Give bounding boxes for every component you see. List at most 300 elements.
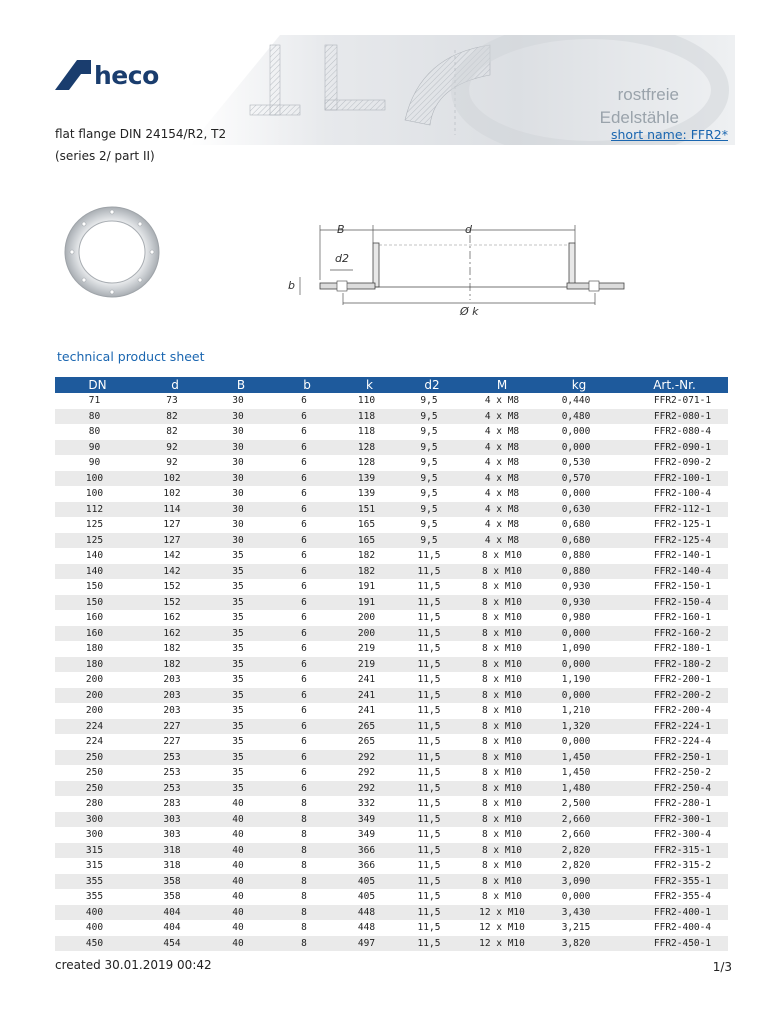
- cell-B: 35: [232, 705, 244, 717]
- cell-M: 4 x M8: [484, 488, 520, 500]
- cell-k: 405: [357, 891, 376, 903]
- cell-d: 162: [140, 626, 210, 642]
- cell-M: 8 x M10: [481, 860, 523, 872]
- cell-kg: 0,000: [537, 688, 621, 704]
- cell-art-nr: FFR2-200-4: [653, 705, 712, 717]
- cell-b: 6: [301, 550, 307, 562]
- cell-art-nr: FFR2-355-1: [621, 874, 728, 890]
- cell-kg: 2,820: [537, 843, 621, 859]
- cell-d2: 11,5: [397, 874, 467, 890]
- table-row: [55, 843, 728, 859]
- cell-B: 35: [210, 688, 272, 704]
- table-row: [55, 393, 728, 409]
- cell-d: 152: [163, 581, 181, 593]
- cell-B: 30: [210, 502, 272, 518]
- cell-kg: 0,000: [537, 657, 621, 673]
- cell-kg: 1,450: [561, 767, 591, 779]
- cell-M: 8 x M10: [481, 705, 523, 717]
- cell-M: 8 x M10: [467, 874, 537, 890]
- cell-d: 283: [163, 798, 181, 810]
- cell-art-nr: FFR2-250-1: [621, 750, 728, 766]
- table-row: [55, 827, 728, 843]
- cell-art-nr: FFR2-125-4: [621, 533, 728, 549]
- cell-art-nr: FFR2-090-1: [621, 440, 728, 456]
- table-row: [55, 486, 728, 502]
- cell-d2: 11,5: [417, 922, 441, 934]
- cell-dn: 90: [88, 457, 101, 469]
- cell-d: 152: [140, 595, 210, 611]
- table-body: [55, 393, 728, 951]
- cell-B: 30: [210, 409, 272, 425]
- cell-k: 265: [342, 719, 397, 735]
- cell-B: 40: [232, 860, 244, 872]
- cell-d: 102: [163, 488, 181, 500]
- cell-B: 35: [210, 595, 272, 611]
- cell-d: 318: [163, 860, 181, 872]
- cell-k: 165: [342, 533, 397, 549]
- cell-art-nr: FFR2-400-4: [653, 922, 712, 934]
- cell-k: 241: [357, 705, 376, 717]
- cell-dn: 250: [55, 750, 140, 766]
- cell-d: 358: [140, 874, 210, 890]
- cell-b: 8: [301, 860, 307, 872]
- cell-k: 292: [342, 781, 397, 797]
- cell-art-nr: FFR2-280-1: [653, 798, 712, 810]
- cell-dn: 100: [85, 488, 104, 500]
- cell-d2: 11,5: [417, 860, 441, 872]
- cell-M: 8 x M10: [481, 736, 523, 748]
- cell-d2: 9,5: [420, 457, 438, 469]
- cell-B: 35: [232, 643, 244, 655]
- cell-art-nr: FFR2-100-1: [621, 471, 728, 487]
- cell-dn: 400: [85, 922, 104, 934]
- cell-art-nr: FFR2-355-4: [653, 891, 712, 903]
- cell-kg: 1,210: [561, 705, 591, 717]
- cell-B: 40: [210, 812, 272, 828]
- cell-dn: 250: [55, 781, 140, 797]
- cell-d2: 9,5: [420, 426, 438, 438]
- cell-B: 30: [232, 519, 244, 531]
- cell-k: 110: [357, 395, 376, 407]
- cell-B: 35: [232, 612, 244, 624]
- cell-art-nr: FFR2-100-4: [653, 488, 712, 500]
- cell-dn: 100: [55, 471, 140, 487]
- cell-B: 40: [210, 843, 272, 859]
- cell-art-nr: FFR2-250-2: [653, 767, 712, 779]
- cell-art-nr: FFR2-160-1: [653, 612, 712, 624]
- table-row: [55, 409, 728, 425]
- flange-product-image: [60, 205, 170, 300]
- cell-M: 8 x M10: [481, 550, 523, 562]
- cell-d: 82: [166, 426, 178, 438]
- cell-d2: 11,5: [417, 829, 441, 841]
- cell-b: 6: [301, 643, 307, 655]
- cell-B: 35: [232, 550, 244, 562]
- cell-b: 6: [272, 626, 342, 642]
- cell-d2: 11,5: [397, 595, 467, 611]
- label-B: B: [337, 223, 345, 236]
- cell-d2: 11,5: [397, 936, 467, 952]
- col-header-d2: d2: [397, 377, 467, 393]
- heco-logo: [55, 58, 159, 92]
- cell-B: 35: [232, 767, 244, 779]
- cell-art-nr: FFR2-315-2: [653, 860, 712, 872]
- cell-b: 6: [272, 781, 342, 797]
- cell-art-nr: FFR2-200-2: [621, 688, 728, 704]
- cell-B: 30: [232, 395, 244, 407]
- table-header-row: [55, 377, 728, 393]
- cell-k: 405: [342, 874, 397, 890]
- cell-B: 35: [232, 581, 244, 593]
- cell-kg: 0,000: [561, 891, 591, 903]
- cell-M: 8 x M10: [467, 688, 537, 704]
- table-row: [55, 610, 728, 626]
- cell-b: 6: [301, 395, 307, 407]
- cell-k: 349: [357, 829, 376, 841]
- cell-b: 6: [301, 457, 307, 469]
- cell-art-nr: FFR2-140-1: [653, 550, 712, 562]
- table-row: [55, 579, 728, 595]
- cell-k: 182: [342, 564, 397, 580]
- cell-kg: 0,930: [561, 581, 591, 593]
- cell-k: 349: [342, 812, 397, 828]
- table-row: [55, 626, 728, 642]
- table-row: [55, 936, 728, 952]
- cell-k: 448: [342, 905, 397, 921]
- table-row: [55, 920, 728, 936]
- cell-M: 4 x M8: [467, 409, 537, 425]
- cell-dn: 112: [55, 502, 140, 518]
- cell-d2: 11,5: [417, 643, 441, 655]
- cell-M: 8 x M10: [481, 643, 523, 655]
- table-row: [55, 765, 728, 781]
- cell-dn: 180: [55, 657, 140, 673]
- cell-B: 35: [210, 564, 272, 580]
- cell-B: 40: [210, 936, 272, 952]
- cell-kg: 0,680: [561, 519, 591, 531]
- cell-M: 8 x M10: [467, 781, 537, 797]
- col-header-art-nr: Art.-Nr.: [621, 377, 728, 393]
- table-row: [55, 424, 728, 440]
- cell-M: 8 x M10: [481, 829, 523, 841]
- cell-dn: 224: [85, 736, 104, 748]
- cell-d2: 11,5: [417, 767, 441, 779]
- cell-d: 102: [140, 471, 210, 487]
- cell-d2: 11,5: [397, 812, 467, 828]
- cell-art-nr: FFR2-315-1: [621, 843, 728, 859]
- cell-B: 40: [210, 905, 272, 921]
- cell-b: 8: [272, 874, 342, 890]
- cell-k: 241: [357, 674, 376, 686]
- table-row: [55, 548, 728, 564]
- cell-k: 191: [357, 581, 376, 593]
- table-row: [55, 641, 728, 657]
- cell-kg: 0,880: [537, 564, 621, 580]
- cell-B: 35: [210, 626, 272, 642]
- cell-dn: 125: [55, 533, 140, 549]
- cell-M: 4 x M8: [484, 395, 520, 407]
- cell-d2: 11,5: [397, 719, 467, 735]
- cell-d2: 11,5: [417, 736, 441, 748]
- cell-d2: 11,5: [417, 612, 441, 624]
- cell-d: 404: [163, 922, 181, 934]
- cell-b: 6: [272, 719, 342, 735]
- cell-art-nr: FFR2-180-1: [653, 643, 712, 655]
- label-d: d: [465, 223, 472, 236]
- cell-dn: 200: [55, 688, 140, 704]
- cell-d2: 9,5: [397, 533, 467, 549]
- cell-b: 6: [272, 750, 342, 766]
- cell-d2: 9,5: [420, 488, 438, 500]
- cell-dn: 150: [85, 581, 104, 593]
- cell-kg: 1,090: [561, 643, 591, 655]
- cell-b: 6: [301, 674, 307, 686]
- cell-B: 35: [232, 736, 244, 748]
- cell-kg: 1,480: [537, 781, 621, 797]
- cell-k: 139: [357, 488, 376, 500]
- cell-d2: 11,5: [417, 891, 441, 903]
- cell-dn: 250: [85, 767, 104, 779]
- cell-B: 35: [210, 750, 272, 766]
- cell-d: 92: [140, 440, 210, 456]
- cell-k: 219: [357, 643, 376, 655]
- cell-b: 6: [301, 767, 307, 779]
- cell-dn: 140: [55, 564, 140, 580]
- cell-dn: 224: [55, 719, 140, 735]
- cell-d2: 9,5: [397, 502, 467, 518]
- cell-dn: 450: [55, 936, 140, 952]
- cell-art-nr: FFR2-090-2: [653, 457, 712, 469]
- cell-dn: 160: [55, 626, 140, 642]
- table-row: [55, 455, 728, 471]
- cell-k: 200: [342, 626, 397, 642]
- cell-kg: 2,500: [561, 798, 591, 810]
- cell-d: 303: [140, 812, 210, 828]
- cell-k: 165: [357, 519, 376, 531]
- cell-b: 8: [272, 843, 342, 859]
- table-row: [55, 889, 728, 905]
- cell-M: 4 x M8: [467, 502, 537, 518]
- cell-B: 40: [210, 874, 272, 890]
- cell-M: 4 x M8: [467, 440, 537, 456]
- cell-M: 8 x M10: [481, 891, 523, 903]
- cell-dn: 90: [55, 440, 140, 456]
- cell-art-nr: FFR2-250-4: [621, 781, 728, 797]
- cell-k: 219: [342, 657, 397, 673]
- cell-kg: 0,440: [561, 395, 591, 407]
- cell-B: 30: [210, 440, 272, 456]
- cell-k: 265: [357, 736, 376, 748]
- cell-kg: 0,000: [537, 626, 621, 642]
- label-d2: d2: [335, 252, 349, 265]
- cell-dn: 300: [55, 812, 140, 828]
- cell-d2: 9,5: [397, 471, 467, 487]
- cell-kg: 3,820: [537, 936, 621, 952]
- cell-M: 4 x M8: [467, 533, 537, 549]
- cell-dn: 200: [85, 674, 104, 686]
- cell-d2: 9,5: [397, 440, 467, 456]
- cell-M: 12 x M10: [467, 905, 537, 921]
- cell-art-nr: FFR2-125-1: [653, 519, 712, 531]
- cell-b: 6: [272, 595, 342, 611]
- cell-kg: 0,000: [561, 488, 591, 500]
- cell-dn: 71: [88, 395, 101, 407]
- table-row: [55, 502, 728, 518]
- cell-B: 40: [232, 891, 244, 903]
- cell-b: 8: [272, 905, 342, 921]
- cell-b: 6: [301, 519, 307, 531]
- cell-k: 151: [342, 502, 397, 518]
- cell-B: 35: [210, 781, 272, 797]
- table-row: [55, 719, 728, 735]
- cell-B: 35: [210, 657, 272, 673]
- table-row: [55, 657, 728, 673]
- cell-M: 8 x M10: [467, 812, 537, 828]
- cell-kg: 0,630: [537, 502, 621, 518]
- cell-kg: 2,660: [561, 829, 591, 841]
- cell-d: 203: [163, 674, 181, 686]
- cell-k: 118: [357, 426, 376, 438]
- cell-k: 128: [342, 440, 397, 456]
- cell-art-nr: FFR2-450-1: [621, 936, 728, 952]
- col-header-dn: DN: [55, 377, 140, 393]
- cell-dn: 150: [55, 595, 140, 611]
- cell-d: 142: [140, 564, 210, 580]
- cell-kg: 1,450: [537, 750, 621, 766]
- cell-k: 292: [357, 767, 376, 779]
- cell-k: 128: [357, 457, 376, 469]
- cell-d2: 11,5: [397, 657, 467, 673]
- cell-kg: 0,680: [537, 533, 621, 549]
- cell-d2: 11,5: [397, 905, 467, 921]
- cell-d2: 11,5: [417, 581, 441, 593]
- cell-d: 73: [166, 395, 178, 407]
- cell-b: 6: [301, 705, 307, 717]
- cell-B: 30: [210, 471, 272, 487]
- table-row: [55, 905, 728, 921]
- table-row: [55, 750, 728, 766]
- cell-B: 40: [232, 922, 244, 934]
- cell-d: 318: [140, 843, 210, 859]
- cell-kg: 0,480: [537, 409, 621, 425]
- cell-b: 6: [301, 612, 307, 624]
- label-b: b: [288, 279, 295, 292]
- cell-d2: 9,5: [397, 409, 467, 425]
- cell-d2: 11,5: [397, 688, 467, 704]
- cell-d: 227: [163, 736, 181, 748]
- cell-art-nr: FFR2-160-2: [621, 626, 728, 642]
- cell-B: 30: [210, 533, 272, 549]
- cell-M: 8 x M10: [467, 595, 537, 611]
- cell-b: 8: [301, 891, 307, 903]
- cell-b: 8: [301, 829, 307, 841]
- cell-kg: 2,660: [537, 812, 621, 828]
- cell-k: 182: [357, 550, 376, 562]
- col-header-B: B: [210, 377, 272, 393]
- cell-d: 303: [163, 829, 181, 841]
- cell-M: 8 x M10: [467, 564, 537, 580]
- created-timestamp: created 30.01.2019 00:42: [55, 958, 212, 972]
- table-row: [55, 812, 728, 828]
- cell-b: 6: [272, 502, 342, 518]
- col-header-b: b: [272, 377, 342, 393]
- logo-wordmark: heco: [94, 60, 159, 90]
- cell-M: 8 x M10: [467, 843, 537, 859]
- cell-M: 12 x M10: [479, 922, 525, 934]
- cell-kg: 0,000: [561, 736, 591, 748]
- cell-kg: 0,930: [537, 595, 621, 611]
- table-row: [55, 734, 728, 750]
- cell-b: 6: [272, 440, 342, 456]
- cell-art-nr: FFR2-300-4: [653, 829, 712, 841]
- cell-M: 8 x M10: [481, 674, 523, 686]
- cell-d2: 11,5: [397, 564, 467, 580]
- cell-M: 8 x M10: [481, 798, 523, 810]
- cell-b: 6: [272, 471, 342, 487]
- cell-dn: 280: [85, 798, 104, 810]
- cell-B: 35: [210, 719, 272, 735]
- cell-k: 497: [342, 936, 397, 952]
- cell-k: 200: [357, 612, 376, 624]
- cell-d: 203: [163, 705, 181, 717]
- cell-d: 203: [140, 688, 210, 704]
- cell-M: 8 x M10: [467, 626, 537, 642]
- cell-k: 332: [357, 798, 376, 810]
- cell-kg: 3,090: [537, 874, 621, 890]
- cell-kg: 1,190: [561, 674, 591, 686]
- cell-d2: 11,5: [417, 798, 441, 810]
- col-header-k: k: [342, 377, 397, 393]
- cell-M: 8 x M10: [481, 612, 523, 624]
- cell-art-nr: FFR2-200-1: [653, 674, 712, 686]
- cell-B: 30: [232, 426, 244, 438]
- cell-d2: 11,5: [417, 674, 441, 686]
- banner-tagline-line2: Edelstähle: [599, 108, 679, 127]
- cell-d: 404: [140, 905, 210, 921]
- cell-d: 454: [140, 936, 210, 952]
- cell-M: 8 x M10: [481, 767, 523, 779]
- cell-B: 40: [232, 798, 244, 810]
- cell-d2: 11,5: [417, 705, 441, 717]
- cell-B: 35: [232, 674, 244, 686]
- cell-d: 253: [140, 750, 210, 766]
- cell-d2: 11,5: [397, 843, 467, 859]
- cell-d: 253: [163, 767, 181, 779]
- cell-kg: 1,320: [537, 719, 621, 735]
- cell-dn: 140: [85, 550, 104, 562]
- cell-d2: 11,5: [397, 750, 467, 766]
- cell-d2: 11,5: [417, 550, 441, 562]
- cell-art-nr: FFR2-224-1: [621, 719, 728, 735]
- cell-b: 6: [301, 488, 307, 500]
- cell-d: 92: [166, 457, 178, 469]
- cell-M: 8 x M10: [467, 719, 537, 735]
- cell-M: 4 x M8: [484, 457, 520, 469]
- technical-drawing: [285, 215, 630, 320]
- cell-kg: 0,570: [537, 471, 621, 487]
- cell-b: 6: [272, 657, 342, 673]
- cell-b: 6: [272, 533, 342, 549]
- cell-M: 4 x M8: [484, 426, 520, 438]
- cell-d: 162: [163, 612, 181, 624]
- short-name-link[interactable]: short name: FFR2*: [611, 127, 728, 142]
- cell-d: 358: [163, 891, 181, 903]
- cell-B: 30: [232, 457, 244, 469]
- cell-b: 6: [301, 736, 307, 748]
- cell-kg: 2,820: [561, 860, 591, 872]
- cell-b: 6: [272, 564, 342, 580]
- cell-d: 127: [140, 533, 210, 549]
